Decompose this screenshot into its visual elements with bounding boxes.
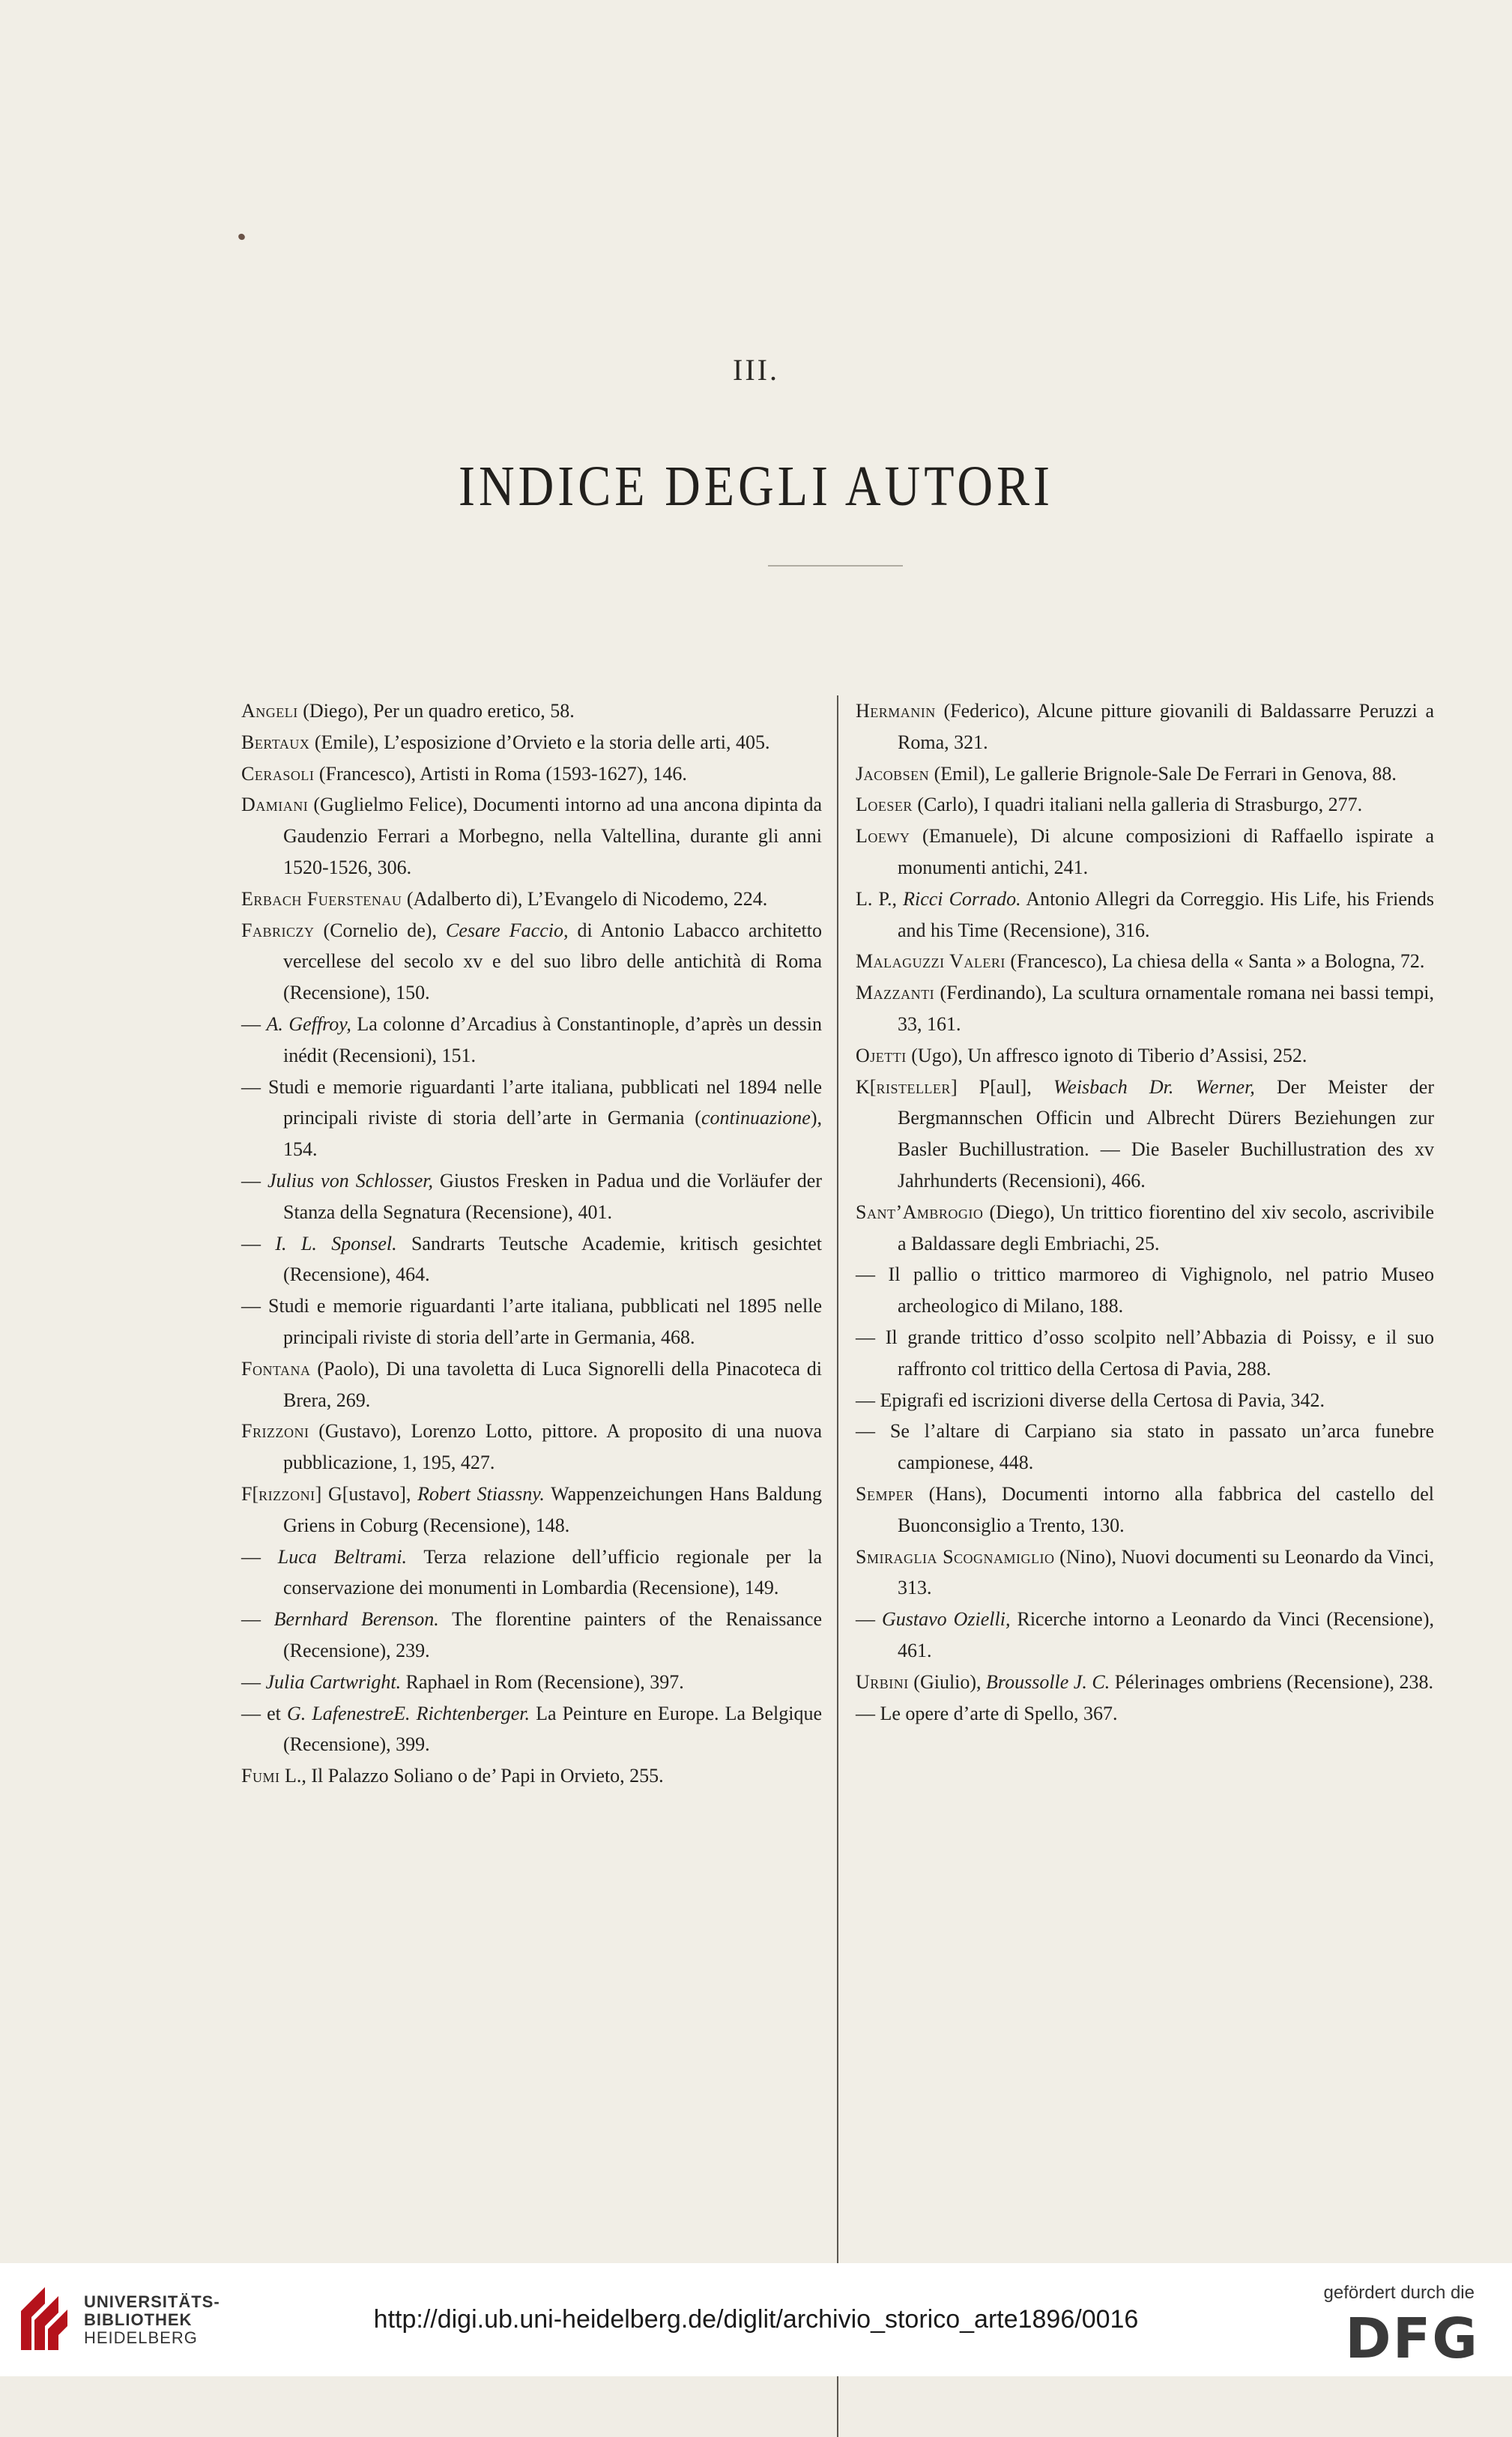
entry-text: (Paolo), Di una tavoletta di Luca Signorelli della Pinacoteca di Brera, 269. bbox=[283, 1357, 822, 1411]
index-entry bbox=[241, 1760, 822, 1792]
index-entry bbox=[241, 1698, 822, 1761]
library-name-line-2: BIBLIOTHEK bbox=[84, 2310, 193, 2329]
library-footer bbox=[0, 2263, 1512, 2376]
index-entry bbox=[856, 977, 1434, 1040]
index-entry bbox=[241, 1416, 822, 1479]
index-entry bbox=[241, 1604, 822, 1667]
entry-text: Il grande trittico d’osso scolpito nell’Abbazia di Poissy, e il suo raffronto col trittico della Certosa di Pavia, 288. bbox=[885, 1326, 1434, 1380]
ink-speck bbox=[238, 232, 247, 241]
entry-text: (Adalberto di), L’Evangelo di Nicodemo, 224. bbox=[402, 887, 768, 910]
entry-text: — bbox=[241, 1608, 274, 1631]
author-name: Hermanin bbox=[856, 700, 936, 722]
entry-text: Sandrarts Teutsche Academie, kritisch gesichtet (Recensione), 464. bbox=[283, 1232, 823, 1286]
index-entry bbox=[241, 1541, 822, 1604]
index-entry bbox=[856, 1197, 1434, 1260]
entry-text: Ricerche intorno a Leonardo da Vinci (Recensione), 461. bbox=[898, 1608, 1434, 1661]
entry-text: (Cornelio de), bbox=[314, 919, 447, 941]
entry-text: The florentine painters of the Renaissance (Recensione), 239. bbox=[283, 1608, 822, 1661]
index-entry bbox=[856, 1072, 1434, 1197]
author-name: rizzoni bbox=[258, 1482, 315, 1505]
entry-text: — bbox=[856, 1702, 880, 1724]
entry-text: — bbox=[856, 1420, 890, 1443]
entry-text: Studi e memorie riguardanti l’arte italiana, pubblicati nel 1895 nelle principali riviste di storia dell’arte in Germania, 468. bbox=[268, 1295, 822, 1348]
index-column-left bbox=[241, 695, 822, 1792]
author-name: Bertaux bbox=[241, 731, 310, 753]
index-entry bbox=[241, 1667, 822, 1698]
cited-author: A. Geffroy, bbox=[266, 1012, 351, 1035]
index-entry bbox=[241, 1290, 822, 1353]
index-entry bbox=[856, 1698, 1434, 1730]
author-name: risteller bbox=[876, 1075, 951, 1098]
index-entry bbox=[241, 758, 822, 790]
entry-text: — bbox=[856, 1326, 886, 1348]
author-name: Angeli bbox=[241, 700, 298, 722]
entry-text: — bbox=[241, 1169, 268, 1192]
entry-text: Terza relazione dell’ufficio regionale per la conservazione dei monumenti in Lombardia (Recensione), 149. bbox=[283, 1545, 822, 1599]
index-entry bbox=[241, 915, 822, 1009]
entry-text: (Guglielmo Felice), Documenti intorno ad una ancona dipinta da Gaudenzio Ferrari a Morbegno, nella Valtellina, durante gli anni 1520-1526, 306. bbox=[283, 794, 822, 878]
entry-text: F[ bbox=[241, 1482, 259, 1505]
entry-text: — bbox=[241, 1702, 267, 1724]
entry-text: L., Il Palazzo Soliano o de’ Papi in Orvieto, 255. bbox=[279, 1765, 664, 1787]
index-entry bbox=[856, 1479, 1434, 1541]
index-entry bbox=[241, 884, 822, 915]
page-title: INDICE DEGLI AUTORI bbox=[458, 455, 1054, 519]
index-entry bbox=[856, 946, 1434, 977]
entry-text: (Gustavo), Lorenzo Lotto, pittore. A proposito di una nuova pubblicazione, 1, 195, 427. bbox=[283, 1420, 822, 1474]
entry-text: ), 154. bbox=[283, 1107, 822, 1161]
cited-author: Cesare Faccio, bbox=[446, 919, 569, 941]
index-entry bbox=[241, 1228, 822, 1291]
index-entry bbox=[856, 1667, 1434, 1698]
index-entry bbox=[856, 1259, 1434, 1322]
entry-text: — bbox=[241, 1232, 276, 1254]
entry-text: L. P., bbox=[856, 887, 904, 910]
entry-text: (Diego), Per un quadro eretico, 58. bbox=[297, 700, 575, 722]
index-entry bbox=[241, 727, 822, 758]
entry-text: — bbox=[856, 1263, 889, 1286]
author-name: Semper bbox=[856, 1482, 914, 1505]
permalink-url[interactable]: http://digi.ub.uni-heidelberg.de/diglit/archivio_storico_arte1896/0016 bbox=[373, 2305, 1139, 2334]
entry-text: La colonne d’Arcadius à Constantinople, d’après un dessin inédit (Recensioni), 151. bbox=[283, 1012, 823, 1066]
entry-text: — bbox=[241, 1075, 268, 1098]
entry-text: Pélerinages ombriens (Recensione), 238. bbox=[1110, 1670, 1433, 1693]
entry-text: di Antonio Labacco architetto vercellese del secolo xv e del suo libro delle antichità di Roma (Recensione), 150. bbox=[283, 919, 822, 1004]
index-entry bbox=[241, 1479, 822, 1541]
index-entry bbox=[241, 1072, 822, 1165]
index-entry bbox=[856, 758, 1434, 790]
index-entry bbox=[856, 695, 1434, 758]
dfg-logo: DFG bbox=[1345, 2307, 1479, 2371]
index-entry bbox=[241, 789, 822, 883]
entry-text: Giustos Fresken in Padua und die Vorläufer der Stanza della Segnatura (Recensione), 401. bbox=[283, 1169, 822, 1223]
cited-author: I. L. Sponsel. bbox=[275, 1232, 397, 1254]
cited-author: Robert Stiassny. bbox=[417, 1482, 545, 1505]
index-entry bbox=[856, 1416, 1434, 1479]
entry-text: (Emanuele), Di alcune composizioni di Raffaello ispirate a monumenti antichi, 241. bbox=[898, 825, 1434, 878]
index-column-right bbox=[856, 695, 1434, 1729]
cited-author: Gustavo Ozielli, bbox=[882, 1608, 1011, 1631]
entry-text: — bbox=[241, 1545, 278, 1568]
entry-text: — bbox=[241, 1295, 268, 1317]
index-entry bbox=[856, 1040, 1434, 1072]
author-name: Ojetti bbox=[856, 1044, 907, 1066]
entry-text: (Hans), Documenti intorno alla fabbrica del castello del Buonconsiglio a Trento, 130. bbox=[898, 1482, 1434, 1536]
entry-text: La Peinture en Europe. La Belgique (Recensione), 399. bbox=[283, 1702, 823, 1756]
author-name: Fumi bbox=[241, 1765, 280, 1787]
index-entry bbox=[856, 884, 1434, 946]
section-number: III. bbox=[733, 353, 779, 387]
cited-author: Ricci Corrado. bbox=[903, 887, 1021, 910]
author-name: Frizzoni bbox=[241, 1420, 309, 1443]
author-name: Erbach Fuerstenau bbox=[241, 887, 402, 910]
cited-author: Broussolle J. C. bbox=[986, 1670, 1110, 1693]
entry-text: (Federico), Alcune pitture giovanili di Baldassarre Peruzzi a Roma, 321. bbox=[898, 700, 1434, 753]
entry-text: Wappenzeichungen Hans Baldung Griens in Coburg (Recensione), 148. bbox=[283, 1482, 822, 1536]
column-divider bbox=[837, 695, 838, 2437]
entry-text: Le opere d’arte di Spello, 367. bbox=[880, 1702, 1118, 1724]
cited-author: Bernhard Berenson. bbox=[273, 1608, 439, 1631]
funded-by-label: gefördert durch die bbox=[1323, 2283, 1475, 2303]
author-name: Mazzanti bbox=[856, 982, 935, 1004]
author-name: Cerasoli bbox=[241, 762, 315, 785]
entry-text: Studi e memorie riguardanti l’arte italiana, pubblicati nel 1894 nelle principali riviste di storia dell’arte in Germania ( bbox=[268, 1075, 822, 1129]
entry-text: ] G[ustavo], bbox=[315, 1482, 418, 1505]
index-entry bbox=[856, 1385, 1434, 1416]
entry-text: Il pallio o trittico marmoreo di Vighignolo, nel patrio Museo archeologico di Milano, 188. bbox=[888, 1263, 1435, 1317]
entry-text: — bbox=[241, 1670, 266, 1693]
author-name: Damiani bbox=[241, 794, 309, 816]
entry-text: — bbox=[241, 1012, 267, 1035]
library-name-line-1: UNIVERSITÄTS- bbox=[84, 2292, 220, 2311]
index-entry bbox=[856, 821, 1434, 884]
cited-author: Luca Beltrami. bbox=[277, 1545, 408, 1568]
index-entry bbox=[856, 1541, 1434, 1604]
entry-text: Antonio Allegri da Correggio. His Life, his Friends and his Time (Recensione), 316. bbox=[898, 887, 1434, 941]
cited-author: G. Lafenestre bbox=[286, 1702, 394, 1724]
entry-text: (Giulio), bbox=[908, 1670, 987, 1693]
entry-text: Epigrafi ed iscrizioni diverse della Certosa di Pavia, 342. bbox=[880, 1389, 1325, 1411]
author-name: Sant’Ambrogio bbox=[856, 1201, 984, 1223]
entry-text: (Ugo), Un affresco ignoto di Tiberio d’Assisi, 252. bbox=[906, 1044, 1307, 1066]
entry-text: et bbox=[267, 1702, 287, 1724]
cited-author: E. Richtenberger. bbox=[393, 1702, 530, 1724]
author-name: Fabriczy bbox=[241, 919, 315, 941]
index-entry bbox=[856, 1604, 1434, 1667]
entry-text: (Nino), Nuovi documenti su Leonardo da Vinci, 313. bbox=[898, 1545, 1434, 1599]
index-entry bbox=[856, 1322, 1434, 1385]
index-entry bbox=[241, 1165, 822, 1228]
entry-text: Raphael in Rom (Recensione), 397. bbox=[401, 1670, 684, 1693]
entry-text: Se l’altare di Carpiano sia stato in passato un’arca funebre campionese, 448. bbox=[889, 1420, 1435, 1474]
entry-text: (Diego), Un trittico fiorentino del xiv secolo, ascrivibile a Baldassare degli Embriachi, 25. bbox=[898, 1201, 1434, 1254]
entry-text: (Francesco), Artisti in Roma (1593-1627), 146. bbox=[314, 762, 687, 785]
entry-text: (Francesco), La chiesa della « Santa » a Bologna, 72. bbox=[1005, 950, 1425, 973]
author-name: Malaguzzi Valeri bbox=[856, 950, 1006, 973]
cited-author: Julius von Schlosser, bbox=[267, 1169, 434, 1192]
author-name: Jacobsen bbox=[856, 762, 930, 785]
entry-text: (Ferdinando), La scultura ornamentale romana nei bassi tempi, 33, 161. bbox=[898, 982, 1434, 1035]
author-name: Urbini bbox=[856, 1670, 909, 1693]
index-entry bbox=[241, 1353, 822, 1416]
entry-text: Der Meister der Bergmannschen Officin und Albrecht Dürers Beziehungen zur Basler Buchillustration. — Die Baseler Buchillustration des xv Jahrhunderts (Recensioni), 466. bbox=[898, 1075, 1434, 1192]
entry-text: — bbox=[856, 1389, 880, 1411]
title-rule bbox=[768, 565, 903, 567]
author-name: Smiraglia Scognamiglio bbox=[856, 1545, 1055, 1568]
author-name: Loewy bbox=[856, 825, 910, 848]
entry-text: ] P[aul], bbox=[950, 1075, 1054, 1098]
index-entry bbox=[856, 789, 1434, 821]
library-name-line-3: HEIDELBERG bbox=[84, 2328, 198, 2347]
entry-text: (Emil), Le gallerie Brignole-Sale De Ferrari in Genova, 88. bbox=[929, 762, 1397, 785]
entry-text: — bbox=[856, 1608, 882, 1631]
cited-author: Julia Cartwright. bbox=[265, 1670, 402, 1693]
author-name: Fontana bbox=[241, 1357, 311, 1380]
entry-text: (Carlo), I quadri italiani nella galleria di Strasburgo, 277. bbox=[912, 794, 1363, 816]
index-entry bbox=[241, 1009, 822, 1072]
cited-author: Weisbach Dr. Werner, bbox=[1053, 1075, 1255, 1098]
index-entry bbox=[241, 695, 822, 727]
entry-text: K[ bbox=[856, 1075, 877, 1098]
author-name: Loeser bbox=[856, 794, 913, 816]
entry-text: (Emile), L’esposizione d’Orvieto e la storia delle arti, 405. bbox=[309, 731, 770, 753]
cited-author: continuazione bbox=[701, 1107, 811, 1129]
